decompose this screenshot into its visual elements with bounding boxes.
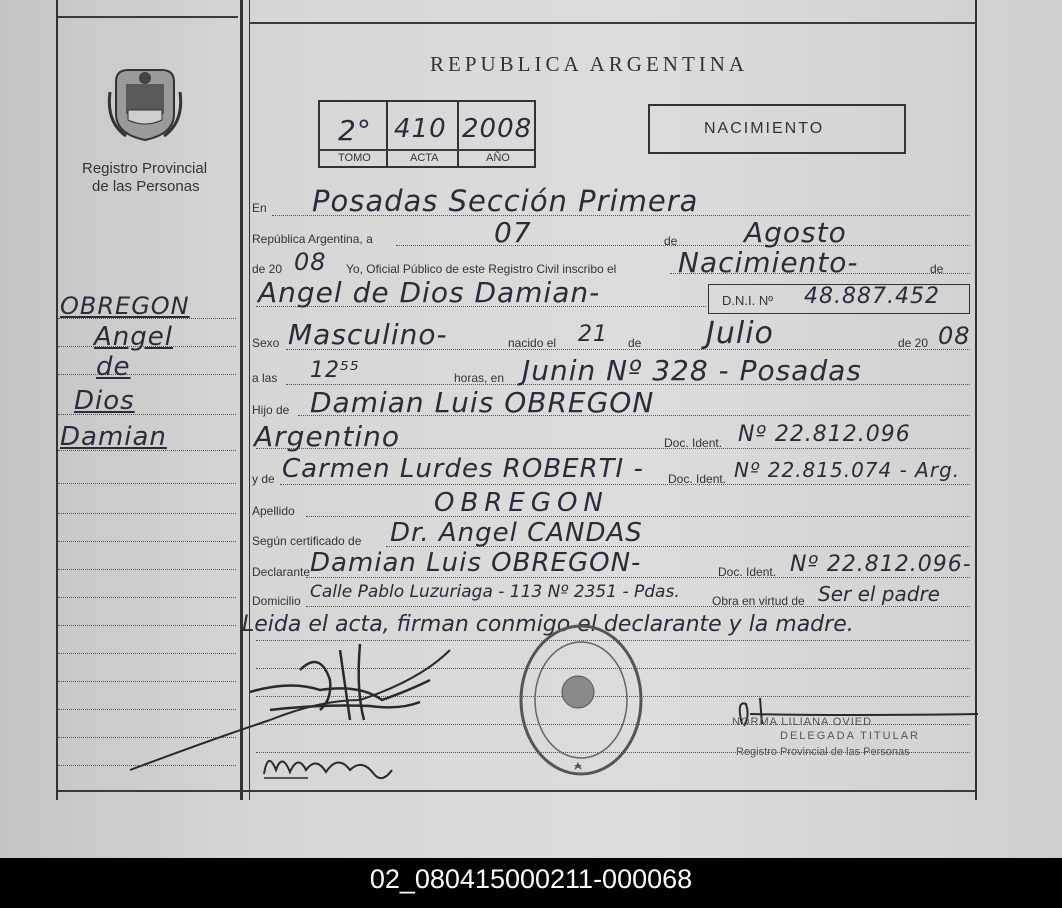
value-hora: 12⁵⁵ (310, 358, 360, 383)
label-de-1: de (664, 234, 678, 248)
margin-name-4: Damian (60, 422, 167, 452)
top-rule-left (58, 16, 238, 18)
label-hijo-de: Hijo de (252, 403, 290, 417)
value-padre: Damian Luis OBREGON (310, 386, 655, 419)
label-de-3: de (628, 336, 642, 350)
value-anio-nac: 08 (938, 322, 971, 350)
document-code-bar (0, 858, 1062, 908)
value-lugar-nac: Junin Nº 328 - Posadas (522, 354, 862, 387)
official-org: Registro Provincial de las Personas (736, 746, 910, 758)
tomo-value: 2° (338, 114, 372, 147)
label-doc-ident-3: Doc. Ident. (718, 565, 777, 579)
value-anio: 08 (294, 248, 327, 276)
margin-name-1: Angel (94, 322, 173, 352)
margin-line (58, 483, 236, 484)
acta-label: ACTA (410, 152, 439, 164)
mother-signature-icon (258, 740, 398, 788)
value-lugar: Posadas Sección Primera (312, 184, 699, 218)
province-emblem-icon (106, 62, 184, 144)
country-title: REPUBLICA ARGENTINA (430, 52, 749, 76)
value-apellido: OBREGON (434, 488, 609, 518)
act-type-title: NACIMIENTO (704, 120, 825, 137)
form-line (280, 484, 970, 485)
value-sexo: Masculino- (288, 318, 448, 351)
value-declarante-doc: Nº 22.812.096- (790, 552, 972, 577)
bottom-rule (58, 790, 975, 792)
value-virtud: Ser el padre (818, 582, 940, 606)
label-domicilio: Domicilio (252, 594, 301, 608)
registry-box-label-rule (318, 149, 536, 151)
top-rule (250, 22, 975, 24)
margin-line (58, 625, 236, 626)
official-name: NORMA LILIANA OVIED (732, 716, 873, 728)
outer-left-border (56, 0, 58, 800)
value-madre: Carmen Lurdes ROBERTI - (282, 454, 644, 484)
margin-name-3: Dios (74, 386, 135, 416)
registry-seal-icon (516, 622, 646, 778)
label-y-de: y de (252, 472, 275, 486)
margin-line (58, 374, 236, 375)
official-title: DELEGADA TITULAR (780, 730, 920, 742)
form-line (306, 606, 970, 607)
label-doc-ident-1: Doc. Ident. (664, 436, 723, 450)
acta-value: 410 (394, 114, 447, 144)
value-declarante: Damian Luis OBREGON- (310, 548, 642, 578)
label-obra: Obra en virtud de (712, 594, 805, 608)
official-signature-icon (730, 694, 980, 734)
document-code: 02_080415000211-000068 (369, 864, 693, 894)
value-domicilio: Calle Pablo Luzuriaga - 113 Nº 2351 - Pdas. (310, 582, 680, 602)
value-nombre: Angel de Dios Damian- (258, 276, 601, 309)
label-sexo: Sexo (252, 336, 280, 350)
label-a-las: a las (252, 371, 278, 385)
value-certificado: Dr. Angel CANDAS (390, 518, 643, 548)
value-mes: Agosto (744, 216, 847, 249)
margin-name-2: de (96, 352, 131, 382)
registry-name-line1: Registro Provincial (82, 160, 208, 177)
label-dni: D.N.I. Nº (722, 293, 773, 308)
label-horas: horas, en (454, 371, 505, 385)
value-dia: 07 (494, 216, 532, 249)
label-oficial: Yo, Oficial Público de este Registro Civil inscribo el (346, 262, 617, 276)
margin-line (58, 541, 236, 542)
label-de-20: de 20 (252, 262, 283, 276)
registry-box-divider-1 (386, 100, 388, 168)
margin-line (58, 569, 236, 570)
value-padre-nac: Argentino (254, 420, 401, 453)
label-apellido: Apellido (252, 504, 295, 518)
label-republica: República Argentina, a (252, 232, 373, 246)
value-madre-doc: Nº 22.815.074 - Arg. (734, 458, 961, 482)
value-dni: 48.887.452 (804, 284, 940, 309)
label-en: En (252, 201, 267, 215)
registry-box-divider-2 (457, 100, 459, 168)
right-border (975, 0, 977, 800)
value-padre-doc: Nº 22.812.096 (738, 422, 911, 447)
tomo-label: TOMO (338, 152, 371, 164)
value-cierre: Leida el acta, firman conmigo el declarante y la madre. (242, 612, 854, 637)
label-nacido: nacido el (508, 336, 557, 350)
value-tipo: Nacimiento- (678, 246, 859, 279)
label-de-20b: de 20 (898, 336, 929, 350)
registry-name-line2: de las Personas (92, 178, 200, 195)
value-mes-nac: Julio (706, 316, 774, 351)
margin-surname: OBREGON (60, 292, 190, 320)
anio-value: 2008 (462, 114, 533, 144)
margin-line (58, 597, 236, 598)
value-dia-nac: 21 (578, 322, 608, 347)
label-segun: Según certificado de (252, 534, 362, 548)
anio-label: AÑO (486, 152, 510, 164)
label-de-2: de (930, 262, 944, 276)
margin-line (58, 513, 236, 514)
label-declarante: Declarante (252, 565, 311, 579)
label-doc-ident-2: Doc. Ident. (668, 472, 727, 486)
form-line (306, 516, 970, 517)
